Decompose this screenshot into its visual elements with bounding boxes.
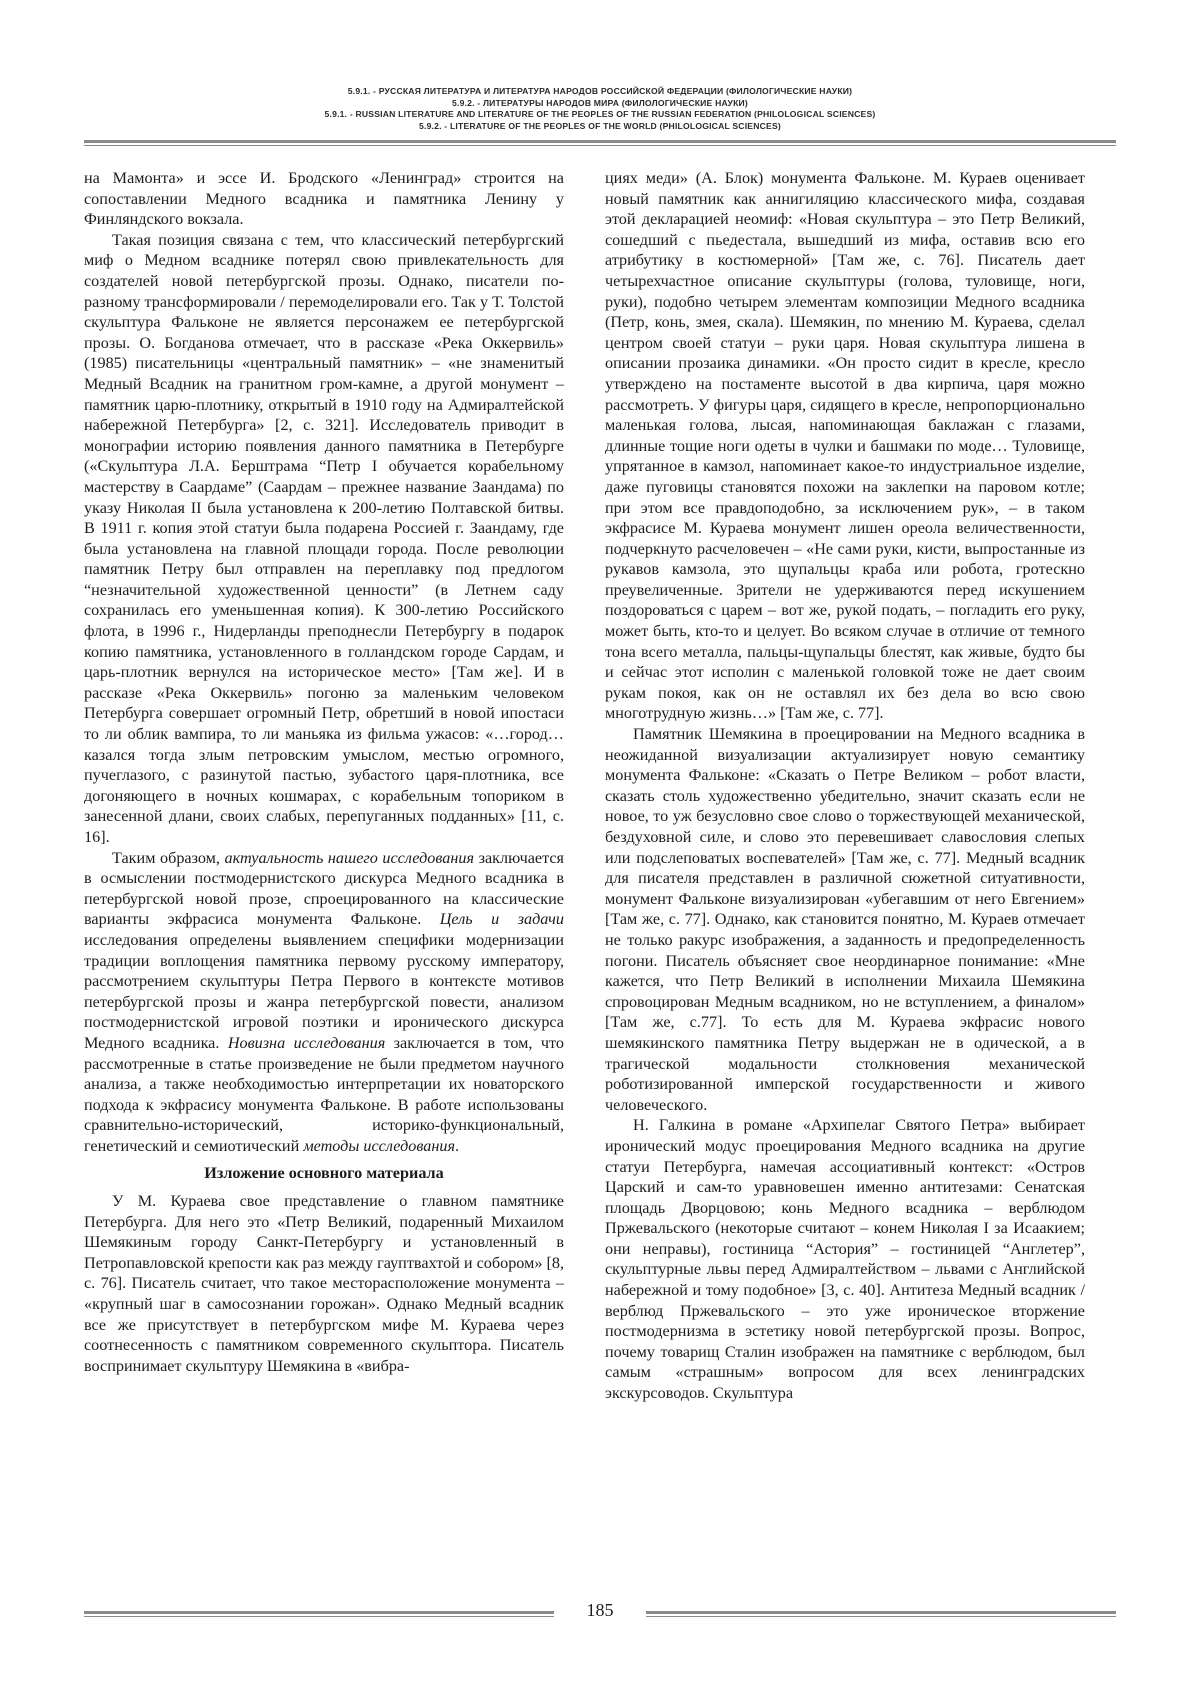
emphasis: Новизна исследования [227, 1033, 386, 1052]
emphasis: методы исследования [303, 1136, 456, 1155]
paragraph: У М. Кураева свое представление о главном памятнике Петербурга. Для него это «Петр Великий, подаренный Михаилом Шемякиным городу Санкт-Петербургу и установленный в Петропавловской крепости как раз между гауптвахтой и собором» [8, с. 76]. Писатель считает, что такое месторасположение монумента – «крупный шаг в самосознании горожан». Однако Медный всадник все же присутствует в петербургском мифе М. Кураева через соотнесенность с памятником современного скульптора. Писатель воспринимает скульптуру Шемякина в «вибра- [84, 1192, 564, 1375]
running-head-line: 5.9.1. - RUSSIAN LITERATURE AND LITERATURE OF THE PEOPLES OF THE RUSSIAN FEDERATION (PHILOLOGICAL SCIENCES) [324, 109, 876, 120]
header-rule [84, 140, 1116, 146]
footer-rule-right [646, 1611, 1116, 1617]
footer-rule-left [84, 1611, 554, 1617]
paragraph: циях меди» (А. Блок) монумента Фальконе. М. Кураев оценивает новый памятник как аннигиляцию классического мифа, создавая этой декларацией неомиф: «Новая скульптура – это Петр Великий, сошедший с пьедестала, вышедший из мифа, оставив всю его атрибутику в костюмерной» [Там же, с. 76]. Писатель дает четырехчастное описание скульптуры (голова, туловище, ноги, руки), подобно четырем элементам композиции Медного всадника (Петр, конь, змея, скала). Шемякин, по мнению М. Кураева, сделал центром своей статуи – руки царя. Новая скульптура лишена в описании прозаика динамики. «Он просто сидит в кресле, кресло утверждено на постаменте высотой в два кирпича, царя можно рассмотреть. У фигуры царя, сидящего в кресле, непропорционально маленькая голова, лысая, напоминающая баклажан с глазами, длинные тощие ноги одеты в чулки и башмаки по моде… Туловище, упрятанное в камзол, напоминает какое-то индустриальное изделие, даже пуговицы становятся похожи на заклепки на паровом котле; при этом все правдоподобно, за исключением рук», – в таком экфрасисе М. Кураева монумент лишен ореола величественности, подчеркнуто расчеловечен – «Не сами руки, кисти, выпростанные из рукавов камзола, это щупальцы краба или робота, гротескно преувеличенные. Зрители не удерживаются перед искушением поздороваться с царем – вот же, рукой подать, – погладить его руку, может быть, кто-то и целует. Во всяком случае в отличие от темного тона всего металла, пальцы-щупальцы блестят, как живые, будто бы и сейчас этот исполин с маленькой головкой тоже не дает своим рукам покоя, как он не оставлял их без дела во всю свою многотрудную жизнь…» [Там же, с. 77]. [605, 169, 1085, 723]
left-column [84, 168, 564, 1376]
paragraph: Н. Галкина в романе «Архипелаг Святого Петра» выбирает иронический модус проецирования Медного всадника на другие статуи Петербурга, намечая ассоциативный контекст: «Остров Царский и сам-то уравновешен именно антитезами: Сенатская площадь Дворцовою; конь Медного всадника – верблюдом Пржевальского (некоторые считают – конем Николая I за Исаакием; они неправы), гостиница “Астория” – гостиницей “Англетер”, скульптурные львы перед Адмиралтейством – львами с Английской набережной и тому подобное» [3, с. 40]. Антитеза Медный всадник / верблюд Пржевальского – это уже ироническое вторжение постмодернизма в эстетику новой петербургской прозы. Вопрос, почему товарищ Сталин изображен на памятнике с верблюдом, был самым «страшным» вопросом для всех ленинградских экскурсоводов. Скульптура [605, 1116, 1085, 1403]
section-heading: Изложение основного материала [204, 1163, 444, 1182]
right-column [605, 168, 1085, 1404]
running-head-line: 5.9.2. - LITERATURE OF THE PEOPLES OF THE WORLD (PHILOLOGICAL SCIENCES) [419, 120, 781, 131]
running-head-line: 5.9.1. - РУССКАЯ ЛИТЕРАТУРА И ЛИТЕРАТУРА НАРОДОВ РОССИЙСКОЙ ФЕДЕРАЦИИ (ФИЛОЛОГИЧЕСКИЕ НАУКИ) [347, 86, 853, 96]
paragraph: Такая позиция связана с тем, что классический петербургский миф о Медном всаднике потерял свою привлекательность для создателей новой петербургской прозы. Однако, писатели по-разному трансформировали / перемоделировали его. Так у Т. Толстой скульптура Фальконе не является персонажем ее петербургской прозы. О. Богданова отмечает, что в рассказе «Река Оккервиль» (1985) писательницы «центральный памятник» – «не знаменитый Медный Всадник на гранитном гром-камне, а другой монумент – памятник царю-плотнику, открытый в 1910 году на Адмиралтейской набережной Петербурга» [2, с. 321]. Исследователь приводит в монографии историю появления данного памятника в Петербурге («Скульптура Л.А. Берштрама “Петр I обучается корабельному мастерству в Саардаме” (Саардам – прежнее название Заандама) по указу Николая II была установлена к 200-летию Полтавской битвы. В 1911 г. копия этой статуи была подарена Россией г. Заандаму, где была установлена на главной площади города. После революции памятник Петру был отправлен на переплавку под предлогом “незначительной художественной ценности” (в Летнем саду сохранилась его уменьшенная копия). К 300-летию Российского флота, в 1996 г., Нидерланды преподнесли Петербургу в подарок копию памятника, установленного в голландском городе Сардам, и царь-плотник вернулся на историческое место» [Там же]. И в рассказе «Река Оккервиль» погоню за маленьким человеком Петербурга совершает огромный Петр, обретший в новой ипостаси то ли облик вампира, то ли маньяка из фильма ужасов: «…город… казался тогда злым петровским умыслом, местью огромного, пучеглазого, с разинутой пастью, зубастого царя-плотника, все догоняющего в ночных кошмарах, с корабельным топориком в занесенной длани, своих слабых, перепуганных подданных» [11, с. 16]. [84, 230, 564, 846]
running-head [80, 86, 1120, 132]
running-head-line: 5.9.2. - ЛИТЕРАТУРЫ НАРОДОВ МИРА (ФИЛОЛОГИЧЕСКИЕ НАУКИ) [452, 97, 748, 108]
emphasis: актуальность нашего исследования [224, 848, 475, 867]
emphasis: Цель и задачи [439, 910, 564, 929]
paragraph: на Мамонта» и эссе И. Бродского «Ленинград» строится на сопоставлении Медного всадника и памятника Ленину у Финляндского вокзала. [84, 169, 564, 229]
page-number: 185 [586, 1600, 614, 1620]
paragraph: Таким образом, актуальность нашего исследования заключается в осмыслении постмодернистского дискурса Медного всадника в петербургской новой прозе, спроецированного на классические варианты экфрасиса монумента Фальконе. Цель и задачи исследования определены выявлением специфики модернизации традиции воплощения памятника первому русскому императору, рассмотрением скульптуры Петра Первого в контексте мотивов петербургской прозы и жанра петербургской повести, анализом постмодернистской игровой поэтики и иронического дискурса Медного всадника. Новизна исследования заключается в том, что рассмотренные в статье произведение не были предметом научного анализа, а также необходимостью интерпретации их новаторского подхода к экфрасису монумента Фальконе. В работе использованы сравнительно-исторический, историко-функциональный, генетический и семиотический методы исследования. [84, 848, 564, 1155]
paragraph: Памятник Шемякина в проецировании на Медного всадника в неожиданной визуализации актуализирует новую семантику монумента Фальконе: «Сказать о Петре Великом – робот власти, сказать столь художественно убедительно, значит сказать если не новое, то уж безусловно свое слово о торжествующей механической, бездуховной силе, и слово это перевешивает славословия слепых или подслеповатых воспевателей» [Там же, с. 77]. Медный всадник для писателя представлен в различной сюжетной ситуативности, монумент Фальконе визуализирован «убегавшим от него Евгением» [Там же, с. 77]. Однако, как становится понятно, М. Кураев отмечает не только ракурс изображения, а заданность и предопределенность погони. Писатель объясняет свое неординарное понимание: «Мне кажется, что Петр Великий в исполнении Михаила Шемякина спровоцирован Медным всадником, но не вступлением, а финалом» [Там же, с.77]. То есть для М. Кураева экфрасис нового шемякинского памятника Петру выдержан не в одической, а в трагической модальности столкновения механической роботизированной имперской государственности и живого человеческого. [605, 725, 1085, 1114]
